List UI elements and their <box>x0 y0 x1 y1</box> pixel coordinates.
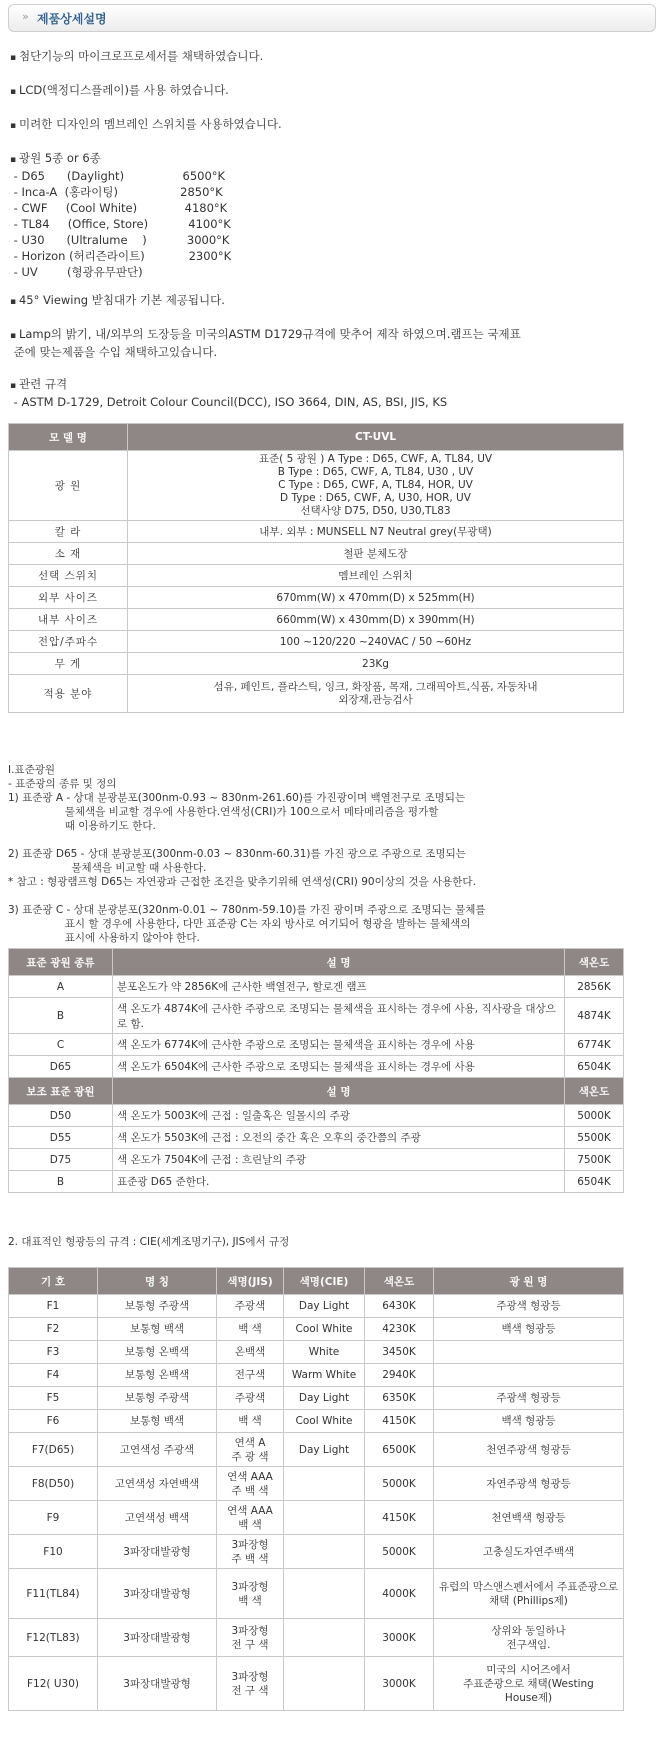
ft-source: 상위와 동일하나 전구색임. <box>434 1619 624 1657</box>
standard-line <box>8 889 648 903</box>
spec-key: 내부 사이즈 <box>9 609 128 631</box>
light-item: - UV (형광유무판단) <box>10 265 143 279</box>
spec-value: 670mm(W) x 470mm(D) x 525mm(H) <box>128 587 624 609</box>
lt-header: 표준 광원 종류 <box>9 949 113 976</box>
ft-source: 자연주광색 형광등 <box>434 1467 624 1501</box>
ft-temp: 3000K <box>365 1619 434 1657</box>
ft-cie: Warm White <box>284 1364 365 1387</box>
light-item: - Horizon (허리즌라이트) 2300°K <box>10 249 232 263</box>
spec-value-line: 표준( 5 광원 ) A Type : D65, CWF, A, TL84, UV <box>258 453 493 465</box>
ft-header: 광 원 명 <box>434 1268 624 1295</box>
ft-code: F5 <box>9 1387 98 1410</box>
spec-value: 23Kg <box>128 653 624 675</box>
lt-header: 보조 표준 광원 <box>9 1078 113 1105</box>
ft-code: F8(D50) <box>9 1467 98 1501</box>
table-row <box>9 1467 624 1501</box>
lt-desc: 분포온도가 약 2856K에 근사한 백열전구, 할로겐 램프 <box>113 976 565 998</box>
ft-source <box>434 1364 624 1387</box>
related-text: - ASTM D-1729, Detroit Colour Council(DCC), ISO 3664, DIN, AS, BSI, JIS, KS <box>10 395 448 409</box>
ft-jis: 3파장형 백 색 <box>217 1569 284 1619</box>
ft-name: 보통형 백색 <box>98 1410 217 1433</box>
standard-line: * 참고 : 형광램프형 D65는 자연광과 근접한 조건을 맞추기위해 연색성(CRI) 90이상의 것을 사용한다. <box>8 876 476 888</box>
ft-source: 주광색 형광등 <box>434 1295 624 1318</box>
standard-line: 1) 표준광 A - 상대 분광분포(300nm-0.93 ~ 830nm-261.60)를 가진광이며 백열전구로 조명되는 <box>8 792 466 804</box>
table-row <box>9 1619 624 1657</box>
ft-cie <box>284 1569 365 1619</box>
ft-name: 보통형 주광색 <box>98 1295 217 1318</box>
ft-cie: Day Light <box>284 1295 365 1318</box>
lt-temp: 5000K <box>565 1105 624 1127</box>
ft-code: F11(TL84) <box>9 1569 98 1619</box>
light-item: - D65 (Daylight) 6500°K <box>10 169 226 183</box>
feature-text: ▪ 45° Viewing 받침대가 기본 제공됩니다. <box>10 292 650 310</box>
ft-name: 3파장대발광형 <box>98 1619 217 1657</box>
ft-cie <box>284 1535 365 1569</box>
light-heading: ▪ 광원 5종 or 6종 <box>10 150 650 168</box>
table-row <box>9 1387 624 1410</box>
related-heading: ▪ 관련 규격 <box>10 376 650 394</box>
lt-desc: 색 온도가 4874K에 근사한 주광으로 조명되는 물체색을 표시하는 경우에 사용, 직사광을 대상으로 함. <box>113 998 565 1034</box>
lt-temp: 6774K <box>565 1034 624 1056</box>
ft-name: 3파장대발광형 <box>98 1657 217 1711</box>
table-row <box>9 1535 624 1569</box>
ft-source: 천연백색 형광등 <box>434 1501 624 1535</box>
ft-cie <box>284 1619 365 1657</box>
ft-code: F7(D65) <box>9 1433 98 1467</box>
standard-line: 표시 할 경우에 사용한다, 다만 표준광 C는 자외 방사로 여기되어 형광을 발하는 물체색의 <box>8 918 471 930</box>
ft-header: 기 호 <box>9 1268 98 1295</box>
ft-temp: 5000K <box>365 1535 434 1569</box>
standard-line: 2) 표준광 D65 - 상대 분광분포(300nm-0.03 ~ 830nm-60.31)를 가진 광으로 주광으로 조명되는 <box>8 848 466 860</box>
spec-value-line: 선택사양 D75, D50, U30,TL83 <box>300 505 451 517</box>
ft-source: 백색 형광등 <box>434 1410 624 1433</box>
ft-header: 색명(CIE) <box>284 1268 365 1295</box>
light-source-table <box>8 948 624 1193</box>
lt-desc: 색 온도가 7504K에 근접 : 흐린날의 주광 <box>113 1149 565 1171</box>
light-list <box>10 150 650 280</box>
lt-temp: 6504K <box>565 1056 624 1078</box>
spec-key: 적용 분야 <box>9 675 128 713</box>
section-title-bar <box>8 4 656 32</box>
spec-key: 무 게 <box>9 653 128 675</box>
ft-temp: 5000K <box>365 1467 434 1501</box>
standard-line: 3) 표준광 C - 상대 분광분포(320nm-0.01 ~ 780nm-59.10)를 가진 광이며 주광으로 조명되는 물체를 <box>8 904 486 916</box>
spec-value: 내부. 외부 : MUNSELL N7 Neutral grey(무광택) <box>128 521 624 543</box>
ft-code: F3 <box>9 1341 98 1364</box>
lt-name: D75 <box>9 1149 113 1171</box>
spec-table <box>8 423 624 713</box>
ft-code: F12(TL83) <box>9 1619 98 1657</box>
ft-name: 3파장대발광형 <box>98 1569 217 1619</box>
light-item: - CWF (Cool White) 4180°K <box>10 201 228 215</box>
ft-header: 색명(JIS) <box>217 1268 284 1295</box>
ft-code: F10 <box>9 1535 98 1569</box>
spec-value <box>128 451 624 521</box>
ft-code: F4 <box>9 1364 98 1387</box>
ft-name: 보통형 온백색 <box>98 1364 217 1387</box>
ft-temp: 3450K <box>365 1341 434 1364</box>
lt-desc: 색 온도가 5003K에 근접 : 일출혹은 일몰시의 주광 <box>113 1105 565 1127</box>
lt-name: D50 <box>9 1105 113 1127</box>
ft-jis: 온백색 <box>217 1341 284 1364</box>
ft-name: 고연색성 백색 <box>98 1501 217 1535</box>
lt-header: 색온도 <box>565 949 624 976</box>
ft-cie: White <box>284 1341 365 1364</box>
ft-temp: 4000K <box>365 1569 434 1619</box>
light-item: - TL84 (Office, Store) 4100°K <box>10 217 231 231</box>
ft-code: F2 <box>9 1318 98 1341</box>
light-item: - Inca-A (홍라이팅) 2850°K <box>10 185 223 199</box>
spec-key: 소 재 <box>9 543 128 565</box>
spec-key: 외부 사이즈 <box>9 587 128 609</box>
lt-temp: 6504K <box>565 1171 624 1193</box>
ft-cie: Day Light <box>284 1387 365 1410</box>
spec-value: 100 ~120/220 ~240VAC / 50 ~60Hz <box>128 631 624 653</box>
lt-name: C <box>9 1034 113 1056</box>
lt-desc: 표준광 D65 준한다. <box>113 1171 565 1193</box>
ft-jis: 주광색 <box>217 1295 284 1318</box>
ft-source: 유럽의 막스앤스펜서에서 주표준광으로 채택 (Phillips제) <box>434 1569 624 1619</box>
feature-text: ▪ 미려한 디자인의 멤브레인 스위치를 사용하였습니다. <box>10 116 650 134</box>
spec-value <box>128 675 624 713</box>
lt-name: B <box>9 1171 113 1193</box>
ft-name: 보통형 온백색 <box>98 1341 217 1364</box>
standard-light-text <box>8 763 648 945</box>
lt-desc: 색 온도가 6774K에 근사한 주광으로 조명되는 물체색을 표시하는 경우에 사용 <box>113 1034 565 1056</box>
ft-jis: 연색 AAA 주 백 색 <box>217 1467 284 1501</box>
ft-jis: 백 색 <box>217 1410 284 1433</box>
standard-line: Ⅰ.표준광원 <box>8 764 56 776</box>
table-row <box>9 1295 624 1318</box>
ft-temp: 4150K <box>365 1501 434 1535</box>
ft-name: 3파장대발광형 <box>98 1535 217 1569</box>
standard-line <box>8 833 648 847</box>
ft-source: 주광색 형광등 <box>434 1387 624 1410</box>
ft-jis: 주광색 <box>217 1387 284 1410</box>
intro-section <box>10 48 650 426</box>
ft-temp: 6500K <box>365 1433 434 1467</box>
ft-temp: 4150K <box>365 1410 434 1433</box>
ft-cie: Day Light <box>284 1433 365 1467</box>
lt-temp: 5500K <box>565 1127 624 1149</box>
ft-temp: 2940K <box>365 1364 434 1387</box>
spec-value: 660mm(W) x 430mm(D) x 390mm(H) <box>128 609 624 631</box>
lt-header: 설 명 <box>113 949 565 976</box>
ft-temp: 3000K <box>365 1657 434 1711</box>
spec-value: 철판 분체도장 <box>128 543 624 565</box>
ft-jis: 연색 AAA 백 색 <box>217 1501 284 1535</box>
ft-source: 미국의 시어즈에서 주표준광으로 채택(Westing House제) <box>434 1657 624 1711</box>
table-row <box>9 1410 624 1433</box>
table-row <box>9 1364 624 1387</box>
ft-source <box>434 1341 624 1364</box>
lt-temp: 7500K <box>565 1149 624 1171</box>
lt-name: A <box>9 976 113 998</box>
lt-temp: 2856K <box>565 976 624 998</box>
ft-source: 백색 형광등 <box>434 1318 624 1341</box>
lt-desc: 색 온도가 5503K에 근접 : 오전의 중간 혹은 오후의 중간쯤의 주광 <box>113 1127 565 1149</box>
ft-code: F1 <box>9 1295 98 1318</box>
ft-cie: Cool White <box>284 1410 365 1433</box>
ft-jis: 백 색 <box>217 1318 284 1341</box>
table-row <box>9 1501 624 1535</box>
ft-header: 명 칭 <box>98 1268 217 1295</box>
spec-key: 칼 라 <box>9 521 128 543</box>
feature-text-block <box>10 326 650 360</box>
ft-name: 고연색성 자연백색 <box>98 1467 217 1501</box>
feature-text: ▪ Lamp의 밝기, 내/외부의 도장등을 미국의ASTM D1729규격에 맞추어 제작 하였으며.램프는 국제표 <box>10 326 650 344</box>
spec-value-line: C Type : D65, CWF, A, TL84, HOR, UV <box>278 479 473 491</box>
spec-key: 광 원 <box>9 451 128 521</box>
feature-text: ▪ 첨단기능의 마이크로프로세서를 채택하였습니다. <box>10 48 650 66</box>
spec-value-line: B Type : D65, CWF, A, TL84, U30 , UV <box>277 466 474 478</box>
spec-header: 모 델 명 <box>9 424 128 451</box>
standard-line: - 표준광의 종류 및 정의 <box>8 778 117 790</box>
lt-header: 설 명 <box>113 1078 565 1105</box>
ft-jis: 전구색 <box>217 1364 284 1387</box>
ft-jis: 3파장형 전 구 색 <box>217 1619 284 1657</box>
spec-value-line: 섬유, 페인트, 플라스틱, 잉크, 화장품, 목재, 그래픽아트,식품, 자동차내 <box>213 680 538 693</box>
ft-header: 색온도 <box>365 1268 434 1295</box>
table-row <box>9 1569 624 1619</box>
table-row <box>9 1433 624 1467</box>
ft-cie: Cool White <box>284 1318 365 1341</box>
ft-temp: 6350K <box>365 1387 434 1410</box>
spec-value-line: D Type : D65, CWF, A, U30, HOR, UV <box>280 492 471 504</box>
fluorescent-table <box>8 1267 624 1711</box>
ft-cie <box>284 1467 365 1501</box>
ft-source: 고충실도자연주백색 <box>434 1535 624 1569</box>
spec-value-line: 외장재,관능검사 <box>338 693 413 706</box>
related-standards <box>10 376 650 410</box>
ft-temp: 6430K <box>365 1295 434 1318</box>
table-row <box>9 1318 624 1341</box>
ft-jis: 3파장형 전 구 색 <box>217 1657 284 1711</box>
lt-name: B <box>9 998 113 1034</box>
ft-jis: 연색 A 주 광 색 <box>217 1433 284 1467</box>
chevron-right-icon: » <box>22 10 29 23</box>
spec-key: 전압/주파수 <box>9 631 128 653</box>
ft-code: F6 <box>9 1410 98 1433</box>
ft-name: 보통형 주광색 <box>98 1387 217 1410</box>
page-title: 제품상세설명 <box>37 12 107 26</box>
ft-cie <box>284 1657 365 1711</box>
lt-header: 색온도 <box>565 1078 624 1105</box>
ft-source: 천연주광색 형광등 <box>434 1433 624 1467</box>
light-item: - U30 (Ultralume ) 3000°K <box>10 233 230 247</box>
feature-text: ▪ LCD(액정디스플레이)를 사용 하였습니다. <box>10 82 650 100</box>
ft-name: 보통형 백색 <box>98 1318 217 1341</box>
lt-temp: 4874K <box>565 998 624 1034</box>
ft-code: F12( U30) <box>9 1657 98 1711</box>
spec-value: 멤브레인 스위치 <box>128 565 624 587</box>
ft-jis: 3파장형 주 백 색 <box>217 1535 284 1569</box>
lt-desc: 색 온도가 6504K에 근사한 주광으로 조명되는 물체색을 표시하는 경우에 사용 <box>113 1056 565 1078</box>
table-row <box>9 1341 624 1364</box>
fluorescent-section-title: 2. 대표적인 형광등의 규격 : CIE(세계조명기구), JIS에서 규정 <box>8 1236 290 1248</box>
ft-temp: 4230K <box>365 1318 434 1341</box>
lt-name: D65 <box>9 1056 113 1078</box>
lt-name: D55 <box>9 1127 113 1149</box>
ft-cie <box>284 1501 365 1535</box>
standard-line: 표시에 사용하지 않아야 한다. <box>8 932 200 944</box>
spec-key: 선택 스위치 <box>9 565 128 587</box>
standard-line: 물체색을 비교할 경우에 사용한다.연색성(CRI)가 100으로서 메타메리즘을 평가할 <box>8 806 439 818</box>
table-row <box>9 1657 624 1711</box>
ft-name: 고연색성 주광색 <box>98 1433 217 1467</box>
feature-text: 준에 맞는제품을 수입 채택하고있습니다. <box>10 345 218 359</box>
standard-line: 때 이용하기도 한다. <box>8 820 156 832</box>
ft-code: F9 <box>9 1501 98 1535</box>
standard-line: 물체색을 비교할 때 사용한다. <box>8 862 207 874</box>
spec-header: CT-UVL <box>128 424 624 451</box>
